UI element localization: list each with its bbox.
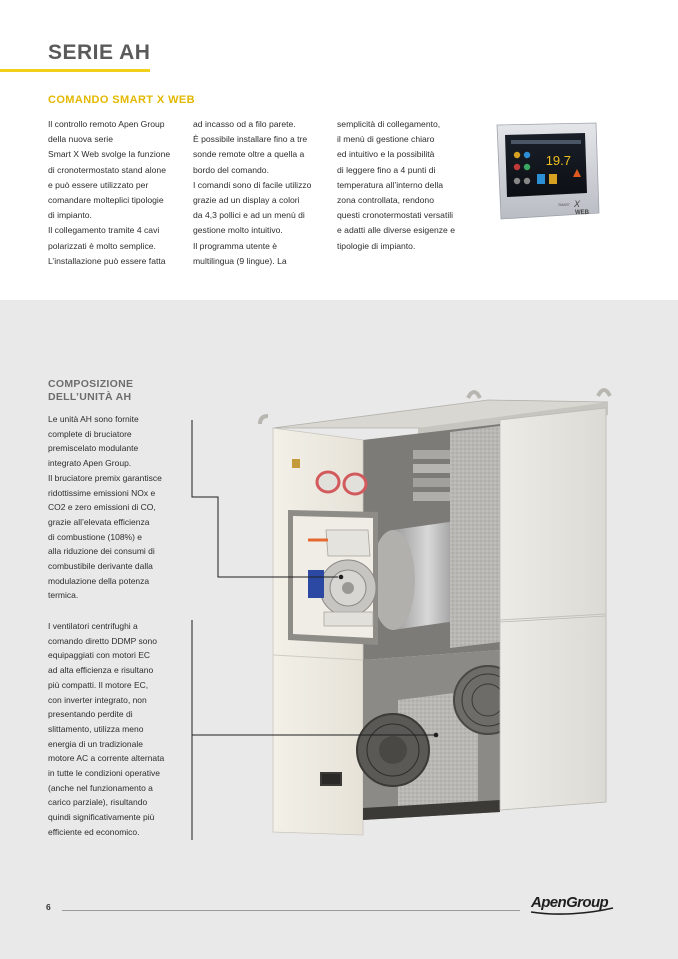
text-line: ad alta efficienza e risultano	[48, 665, 154, 676]
burner-description	[48, 412, 188, 603]
text-line: comandare molteplici tipologie	[48, 195, 164, 206]
text-line: carico parziale), risultando	[48, 797, 148, 808]
text-line: combustibile derivante dalla	[48, 561, 153, 572]
text-column-1	[48, 117, 188, 269]
text-line: equipaggiati con motori EC	[48, 650, 151, 661]
text-line: slittamento, utilizza meno	[48, 723, 144, 734]
text-line: e adatti alle diverse esigenze e	[337, 225, 456, 236]
text-line: polarizzati è molto semplice.	[48, 240, 156, 251]
text-line: alla riduzione dei consumi di	[48, 546, 155, 557]
text-column-3	[337, 117, 482, 254]
text-line: in tutte le condizioni operative	[48, 768, 160, 779]
text-line: multilingua (9 lingue). La	[193, 255, 287, 266]
text-line: Il controllo remoto Apen Group	[48, 119, 165, 129]
device-brand-x: X	[573, 199, 580, 209]
text-column-2	[193, 117, 333, 269]
page-title: SERIE AH	[48, 41, 151, 64]
composition-heading-line-2: DELL’UNITÀ AH	[48, 390, 132, 403]
text-line: quindi significativamente più	[48, 812, 155, 823]
text-line: energia di un tradizionale	[48, 738, 143, 749]
text-line: semplicità di collegamento,	[337, 119, 441, 129]
text-line: comando diretto DDMP sono	[48, 635, 157, 646]
text-line: zona controllata, rendono	[337, 195, 434, 206]
text-line: bordo del comando.	[193, 164, 269, 175]
text-line: ridottissime emissioni NOx e	[48, 487, 156, 498]
fan-description	[48, 619, 188, 840]
text-line: con inverter integrato, non	[48, 694, 147, 705]
text-line: I ventilatori centrifughi a	[48, 621, 138, 631]
text-line: sonde remote oltre a quella a	[193, 149, 305, 160]
text-line: Le unità AH sono fornite	[48, 414, 139, 424]
page-number: 6	[46, 902, 51, 912]
footer-rule	[62, 910, 520, 911]
device-temperature-readout: 19.7	[545, 153, 571, 168]
text-line: grazie ad un display a colori	[193, 195, 300, 206]
text-line: Smart X Web svolge la funzione	[48, 149, 171, 160]
ah-unit-cutaway-image	[188, 380, 623, 850]
text-line: efficiente ed economico.	[48, 826, 140, 837]
text-line: Il bruciatore premix garantisce	[48, 472, 162, 483]
text-line: Il programma utente è	[193, 240, 278, 251]
text-line: più compatti. Il motore EC,	[48, 679, 149, 690]
text-line: premiscelato modulante	[48, 443, 139, 454]
text-line: della nuova serie	[48, 134, 113, 145]
text-line: di cronotermostato stand alone	[48, 164, 166, 175]
text-line: Il collegamento tramite 4 cavi	[48, 225, 160, 236]
text-line: modulazione della potenza	[48, 575, 150, 586]
text-line: tipologie di impianto.	[337, 240, 416, 251]
apengroup-logo: ApenGroup	[531, 894, 609, 911]
text-line: di leggere fino a 4 punti di	[337, 164, 436, 175]
text-line: gestione molto intuitivo.	[193, 225, 283, 236]
text-line: ad incasso od a filo parete.	[193, 119, 296, 129]
text-line: (anche nel funzionamento a	[48, 782, 153, 793]
text-line: da 4,3 pollici e ad un menù di	[193, 210, 305, 221]
text-line: motore AC a corrente alternata	[48, 753, 165, 764]
composition-heading-line-1: COMPOSIZIONE	[48, 378, 134, 390]
text-line: e può essere utilizzato per	[48, 179, 149, 190]
text-line: grazie all’elevata efficienza	[48, 516, 150, 527]
device-brand-web: WEB	[575, 210, 589, 216]
text-line: temperatura all’interno della	[337, 179, 444, 190]
text-line: di combustione (108%) e	[48, 531, 143, 542]
text-line: CO2 e zero emissioni di CO,	[48, 502, 156, 513]
text-line: di impianto.	[48, 210, 92, 221]
text-line: I comandi sono di facile utilizzo	[193, 179, 312, 190]
text-line: complete di bruciatore	[48, 428, 132, 439]
text-line: L’installazione può essere fatta	[48, 255, 166, 266]
title-underline	[0, 69, 150, 72]
text-line: questi cronotermostati versatili	[337, 210, 454, 221]
text-line: integrato Apen Group.	[48, 458, 132, 469]
text-line: ed intuitivo e la possibilità	[337, 149, 435, 160]
text-line: presentando perdite di	[48, 709, 133, 720]
smart-x-web-controller-image	[493, 121, 602, 221]
text-line: termica.	[48, 590, 79, 601]
section-heading-smart-x-web: COMANDO SMART X WEB	[48, 94, 195, 106]
composition-heading	[48, 378, 133, 403]
text-line: il menù di gestione chiaro	[337, 134, 435, 145]
device-brand-smart: SMART	[558, 203, 570, 207]
text-line: È possibile installare fino a tre	[193, 134, 308, 145]
